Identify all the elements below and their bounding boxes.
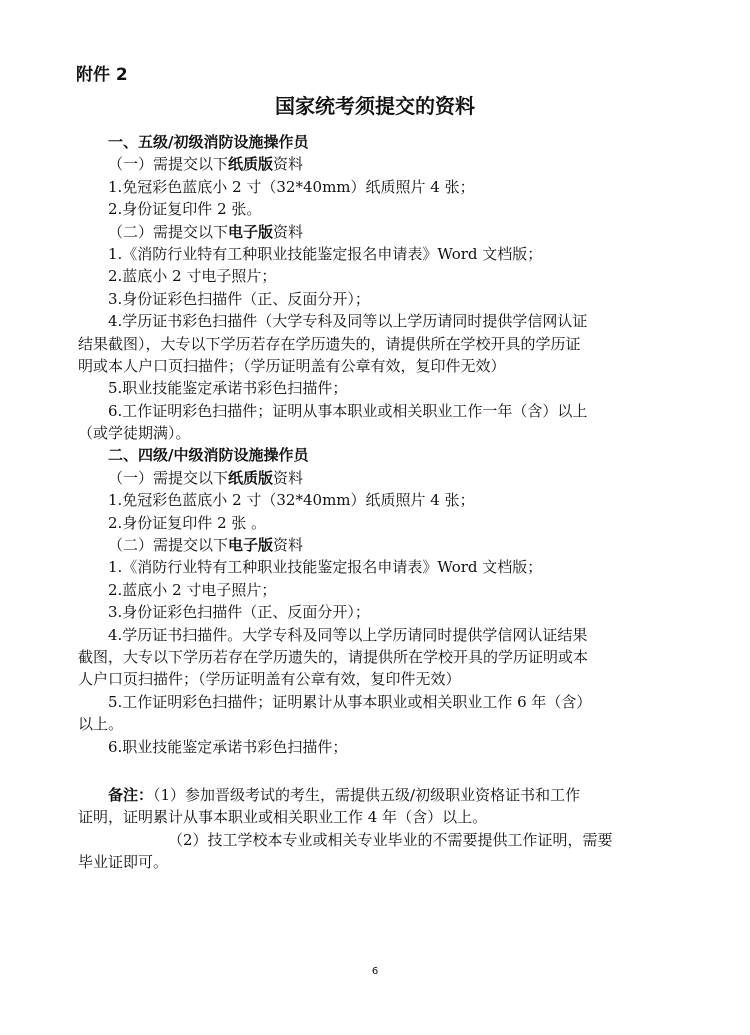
subsection-electronic: [78, 221, 678, 243]
list-item: 6.职业技能鉴定承诺书彩色扫描件；: [108, 737, 348, 756]
list-item: 4.学历证书扫描件。大学专科及同等以上学历请同时提供学信网认证结果: [108, 625, 588, 644]
subsection-suffix: 资料: [273, 155, 304, 174]
subsection-suffix: 资料: [273, 222, 304, 241]
list-item: 4.学历证书彩色扫描件（大学专科及同等以上学历请同时提供学信网认证: [108, 312, 588, 331]
note-continuation: 证明，证明累计从事本职业或相关职业工作 4 年（含）以上。: [78, 808, 488, 827]
subsection-prefix: （一）需提交以下: [108, 468, 229, 487]
note-label: 备注：: [108, 785, 154, 804]
list-item-continuation: 结果截图），大专以下学历若存在学历遗失的，请提供所在学校开具的学历证: [78, 334, 581, 353]
subsection-prefix: （二）需提交以下: [108, 536, 229, 555]
list-item: 3.身份证彩色扫描件（正、反面分开）；: [108, 603, 370, 622]
list-item: 1.《消防行业特有工种职业技能鉴定报名申请表》Word 文档版；: [108, 244, 543, 263]
list-item: 3.身份证彩色扫描件（正、反面分开）；: [108, 289, 370, 308]
list-item: 1.《消防行业特有工种职业技能鉴定报名申请表》Word 文档版；: [108, 558, 543, 577]
list-item-continuation: 明或本人户口页扫描件；（学历证明盖有公章有效，复印件无效）: [78, 356, 506, 375]
note-text: （1）参加晋级考试的考生，需提供五级/初级职业资格证书和工作: [153, 785, 581, 804]
list-item: 1.免冠彩色蓝底小 2 寸（32*40mm）纸质照片 4 张；: [108, 177, 475, 196]
list-item: 2.蓝底小 2 寸电子照片；: [108, 580, 277, 599]
list-item-continuation: 人户口页扫描件；（学历证明盖有公章有效，复印件无效）: [78, 670, 461, 689]
list-item-continuation: （或学徒期满）。: [78, 424, 191, 443]
note-line: （2）技工学校本专业或相关专业毕业的不需要提供工作证明，需要: [168, 830, 613, 849]
list-item-continuation: 以上。: [78, 715, 124, 734]
list-item: 6.工作证明彩色扫描件；证明从事本职业或相关职业工作一年（含）以上: [108, 401, 588, 420]
subsection-prefix: （二）需提交以下: [108, 222, 229, 241]
document-body: [78, 131, 678, 874]
note-continuation: 毕业证即可。: [78, 853, 169, 872]
list-item-continuation: 截图，大专以下学历若存在学历遗失的，请提供所在学校开具的学历证明或本: [78, 647, 589, 666]
list-item: 2.蓝底小 2 寸电子照片；: [108, 267, 277, 286]
note-line: [78, 784, 678, 806]
page-number: 6: [371, 966, 379, 977]
subsection-emphasis: 电子版: [228, 536, 274, 555]
attachment-label: 附件 2: [76, 65, 128, 85]
subsection-suffix: 资料: [273, 536, 304, 555]
section-heading-level5: 一、五级/初级消防设施操作员: [108, 133, 309, 151]
subsection-electronic: [78, 534, 678, 556]
subsection-emphasis: 纸质版: [228, 468, 274, 487]
list-item: 2.身份证复印件 2 张。: [108, 200, 262, 219]
subsection-prefix: （一）需提交以下: [108, 155, 229, 174]
spacer: [78, 758, 678, 784]
subsection-paper: [78, 467, 678, 489]
section-heading-level4: 二、四级/中级消防设施操作员: [108, 446, 309, 465]
list-item: 5.职业技能鉴定承诺书彩色扫描件；: [108, 379, 348, 398]
list-item: 1.免冠彩色蓝底小 2 寸（32*40mm）纸质照片 4 张；: [108, 491, 475, 510]
subsection-emphasis: 电子版: [228, 222, 274, 241]
subsection-emphasis: 纸质版: [228, 155, 274, 174]
subsection-suffix: 资料: [273, 468, 304, 487]
document-title: 国家统考须提交的资料: [275, 94, 475, 118]
list-item: 5.工作证明彩色扫描件；证明累计从事本职业或相关职业工作 6 年（含）: [108, 692, 592, 711]
list-item: 2.身份证复印件 2 张 。: [108, 513, 267, 532]
subsection-paper: [78, 153, 678, 175]
